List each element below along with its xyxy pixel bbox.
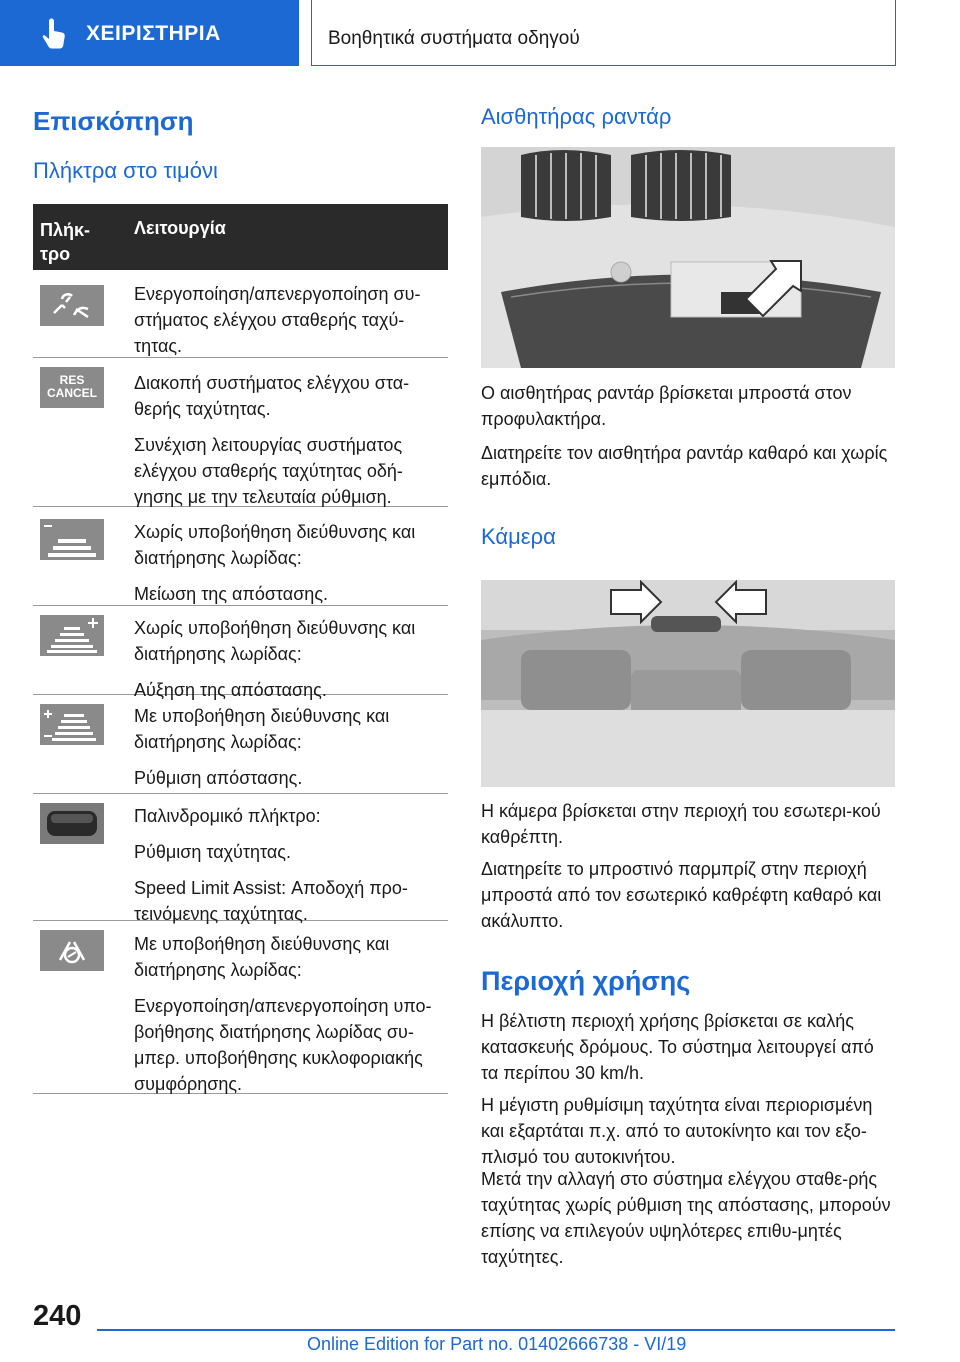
camera-text-1: Η κάμερα βρίσκεται στην περιοχή του εσωτερι-κού καθρέπτη. — [481, 801, 881, 847]
row-text: Διακοπή συστήματος ελέγχου στα-θερής ταχύτητας. — [134, 373, 410, 419]
table-row — [33, 507, 448, 606]
section-tab-label: ΧΕΙΡΙΣΤΗΡΙΑ — [86, 22, 221, 45]
table-row — [33, 921, 448, 1094]
radar-text-2: Διατηρείτε τον αισθητήρα ραντάρ καθαρό και χωρίς εμπόδια. — [481, 443, 888, 489]
radar-sensor-image — [481, 147, 895, 368]
column-header-function: Λειτουργία — [134, 218, 226, 238]
footer-divider — [97, 1329, 895, 1331]
row-text: Χωρίς υποβοήθηση διεύθυνσης και διατήρησης λωρίδας: — [134, 618, 416, 664]
table-header — [33, 204, 448, 270]
row-text: Χωρίς υποβοήθηση διεύθυνσης και διατήρησης λωρίδας: — [134, 522, 416, 568]
steering-assist-icon — [40, 930, 104, 971]
edition-note: Online Edition for Part no. 01402666738 - VI/19 — [307, 1334, 687, 1354]
row-text: Παλινδρομικό πλήκτρο: — [134, 806, 321, 826]
chapter-title: Βοηθητικά συστήματα οδηγού — [328, 28, 580, 49]
column-header-key: Πλήκ-τρο — [40, 220, 91, 264]
distance-increase-icon — [40, 615, 104, 656]
table-row — [33, 794, 448, 924]
range-section-title: Περιοχή χρήσης — [481, 966, 691, 996]
row-text: Με υποβοήθηση διεύθυνσης και διατήρησης λωρίδας: — [134, 706, 390, 752]
table-row — [33, 358, 448, 507]
page-number: 240 — [33, 1300, 82, 1332]
row-text: Συνέχιση λειτουργίας συστήματος ελέγχου σταθερής ταχύτητας οδή-γησης με την τελευταία ρύθμιση. — [134, 435, 403, 507]
hand-pointer-icon — [40, 18, 68, 50]
row-text: Ενεργοποίηση/απενεργοποίηση συ-στήματος ελέγχου σταθερής ταχύ-τητας. — [134, 284, 421, 356]
row-text: Με υποβοήθηση διεύθυνσης και διατήρησης λωρίδας: — [134, 934, 390, 980]
camera-image — [481, 580, 895, 787]
radar-text-1: Ο αισθητήρας ραντάρ βρίσκεται μπροστά στον προφυλακτήρα. — [481, 383, 852, 429]
buttons-table — [33, 204, 448, 1094]
row-text: Μείωση της απόστασης. — [134, 584, 328, 604]
radar-section-title: Αισθητήρας ραντάρ — [481, 104, 672, 129]
table-row — [33, 695, 448, 794]
range-text-1: Η βέλτιστη περιοχή χρήσης βρίσκεται σε καλής κατασκευής δρόμους. Το σύστημα λειτουργεί από τα περίπου 30 km/h. — [481, 1011, 874, 1083]
row-text: Αύξηση της απόστασης. — [134, 680, 327, 700]
row-text: Ρύθμιση ταχύτητας. — [134, 842, 291, 862]
row-text: Ρύθμιση απόστασης. — [134, 768, 303, 788]
row-text: Speed Limit Assist: Αποδοχή προ-τεινόμενης ταχύτητας. — [134, 878, 408, 924]
section-tab[interactable] — [0, 0, 299, 66]
table-row — [33, 606, 448, 700]
range-text-2: Η μέγιστη ρυθμίσιμη ταχύτητα είναι περιορισμένη και εξαρτάται π.χ. από το αυτοκίνητο και τον εξο-πλισμό του αυτοκινήτου. — [481, 1095, 873, 1167]
camera-section-title: Κάμερα — [481, 524, 556, 549]
res-cancel-icon: RES CANCEL — [40, 367, 104, 408]
page-subtitle: Πλήκτρα στο τιμόνι — [33, 158, 218, 183]
row-text: Ενεργοποίηση/απενεργοποίηση υπο-βοήθησης διατήρησης λωρίδας συ-μπερ. υποβοήθησης κυκλοφοριακής συμφόρησης. — [134, 996, 432, 1094]
distance-decrease-icon — [40, 519, 104, 560]
range-text-3: Μετά την αλλαγή στο σύστημα ελέγχου σταθε-ρής ταχύτητας χωρίς ρύθμιση της απόστασης, μπορούν επίσης να επιλεγούν υψηλότερες επιθυ-μητές ταχύτητες. — [481, 1169, 891, 1267]
rocker-switch-icon — [40, 803, 104, 844]
cruise-control-icon — [40, 285, 104, 326]
table-row — [33, 270, 448, 358]
page-title: Επισκόπηση — [33, 106, 194, 136]
camera-text-2: Διατηρείτε το μπροστινό παρμπρίζ στην περιοχή μπροστά από τον εσωτερικό καθρέφτη καθαρό και ακάλυπτο. — [481, 859, 882, 931]
distance-adjust-icon — [40, 704, 104, 745]
